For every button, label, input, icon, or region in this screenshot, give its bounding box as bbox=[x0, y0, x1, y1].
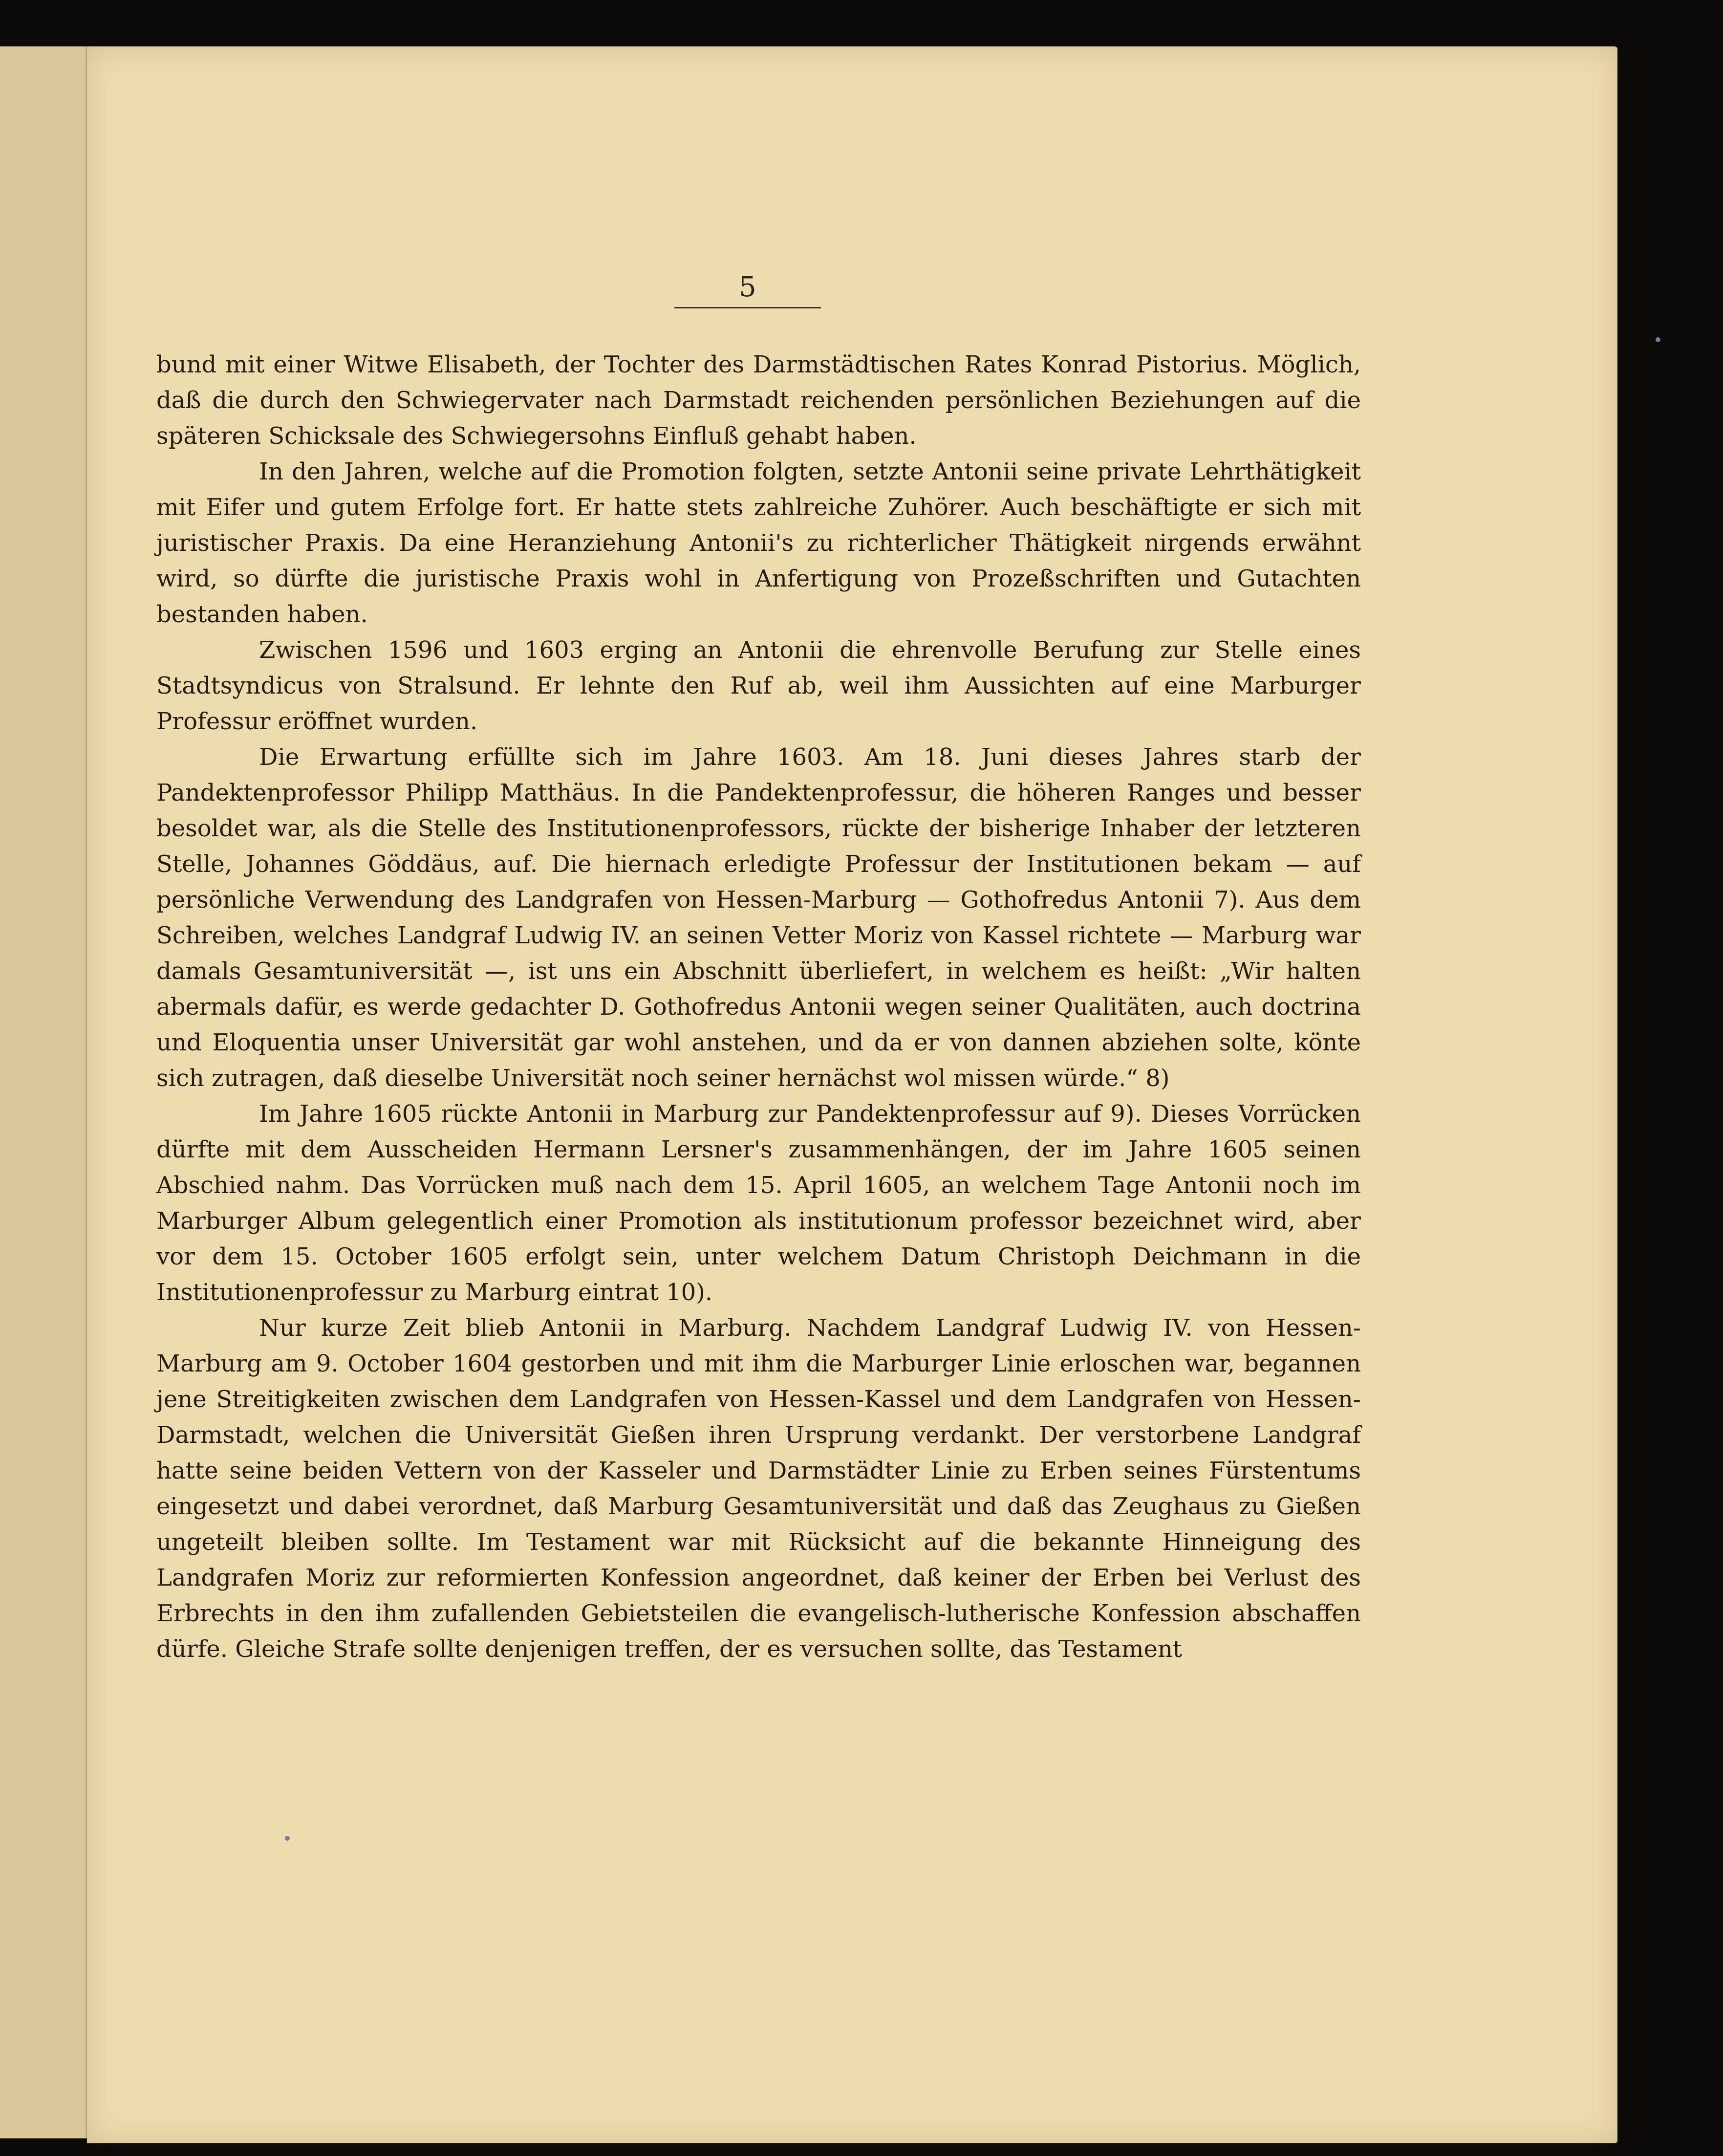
paragraph-6: Nur kurze Zeit blieb Antonii in Marburg. Nachdem Landgraf Ludwig IV. von Hessen-Marburg am 9. October 1604 gestorben und mit ihm die Marburger Linie erloschen war, begannen jene Streitigkeiten zwischen dem Landgrafen von Hessen-Kassel und dem Landgrafen von Hessen-Darmstadt, welchen die Universität Gießen ihren Ursprung verdankt. Der verstorbene Landgraf hatte seine beiden Vettern von der Kasseler und Darmstädter Linie zu Erben seines Fürstentums eingesetzt und dabei verordnet, daß Marburg Gesamtuniversität und daß das Zeughaus zu Gießen ungeteilt bleiben sollte. Im Testament war mit Rücksicht auf die bekannte Hinneigung des Landgrafen Moriz zur reformierten Konfession angeordnet, daß keiner der Erben bei Verlust des Erbrechts in den ihm zufallenden Gebietsteilen die evangelisch-lutherische Konfession abschaffen dürfe. Gleiche Strafe sollte denjenigen treffen, der es versuchen sollte, das Testament bbox=[156, 1314, 1361, 1663]
paragraph-2: In den Jahren, welche auf die Promotion folgten, setzte Antonii seine private Lehrthätigkeit mit Eifer und gutem Erfolge fort. Er hatte stets zahlreiche Zuhörer. Auch beschäftigte er sich mit juristischer Praxis. Da eine Heranziehung Antonii's zu richterlicher Thätigkeit nirgends erwähnt wird, so dürfte die juristische Praxis wohl in Anfertigung von Prozeßschriften und Gutachten bestanden haben. bbox=[156, 458, 1361, 628]
page-number: 5 bbox=[739, 271, 756, 303]
body-text bbox=[156, 347, 1361, 1667]
paragraph-3: Zwischen 1596 und 1603 erging an Antonii die ehrenvolle Berufung zur Stelle eines Stadtsyndicus von Stralsund. Er lehnte den Ruf ab, weil ihm Aussichten auf eine Marburger Professur eröffnet wurden. bbox=[156, 636, 1361, 735]
speck-mark bbox=[285, 1836, 290, 1841]
paragraph-5: Im Jahre 1605 rückte Antonii in Marburg zur Pandektenprofessur auf 9). Dieses Vorrücken dürfte mit dem Ausscheiden Hermann Lersner's zusammenhängen, der im Jahre 1605 seinen Abschied nahm. Das Vorrücken muß nach dem 15. April 1605, an welchem Tage Antonii noch im Marburger Album gelegentlich einer Promotion als institutionum professor bezeichnet wird, aber vor dem 15. October 1605 erfolgt sein, unter welchem Datum Christoph Deichmann in die Institutionenprofessur zu Marburg eintrat 10). bbox=[156, 1100, 1361, 1306]
previous-page-edge bbox=[0, 46, 87, 2138]
speck-mark bbox=[1656, 337, 1660, 342]
paragraph-1: bund mit einer Witwe Elisabeth, der Tochter des Darmstädtischen Rates Konrad Pistorius. Möglich, daß die durch den Schwiegervater nach Darmstadt reichenden persönlichen Beziehungen auf die späteren Schicksale des Schwiegersohns Einfluß gehabt haben. bbox=[156, 351, 1361, 450]
paragraph-4: Die Erwartung erfüllte sich im Jahre 1603. Am 18. Juni dieses Jahres starb der Pandektenprofessor Philipp Matthäus. In die Pandektenprofessur, die höheren Ranges und besser besoldet war, als die Stelle des Institutionenprofessors, rückte der bisherige Inhaber der letzteren Stelle, Johannes Göddäus, auf. Die hiernach erledigte Professur der Institutionen bekam — auf persönliche Verwendung des Landgrafen von Hessen-Marburg — Gothofredus Antonii 7). Aus dem Schreiben, welches Landgraf Ludwig IV. an seinen Vetter Moriz von Kassel richtete — Marburg war damals Gesamtuniversität —, ist uns ein Abschnitt überliefert, in welchem es heißt: „Wir halten abermals dafür, es werde gedachter D. Gothofredus Antonii wegen seiner Qualitäten, auch doctrina und Eloquentia unser Universität gar wohl anstehen, und da er von dannen abziehen solte, könte sich zutragen, daß dieselbe Universität noch seiner hernächst wol missen würde.“ 8) bbox=[156, 743, 1361, 1092]
page-number-rule bbox=[674, 307, 821, 308]
